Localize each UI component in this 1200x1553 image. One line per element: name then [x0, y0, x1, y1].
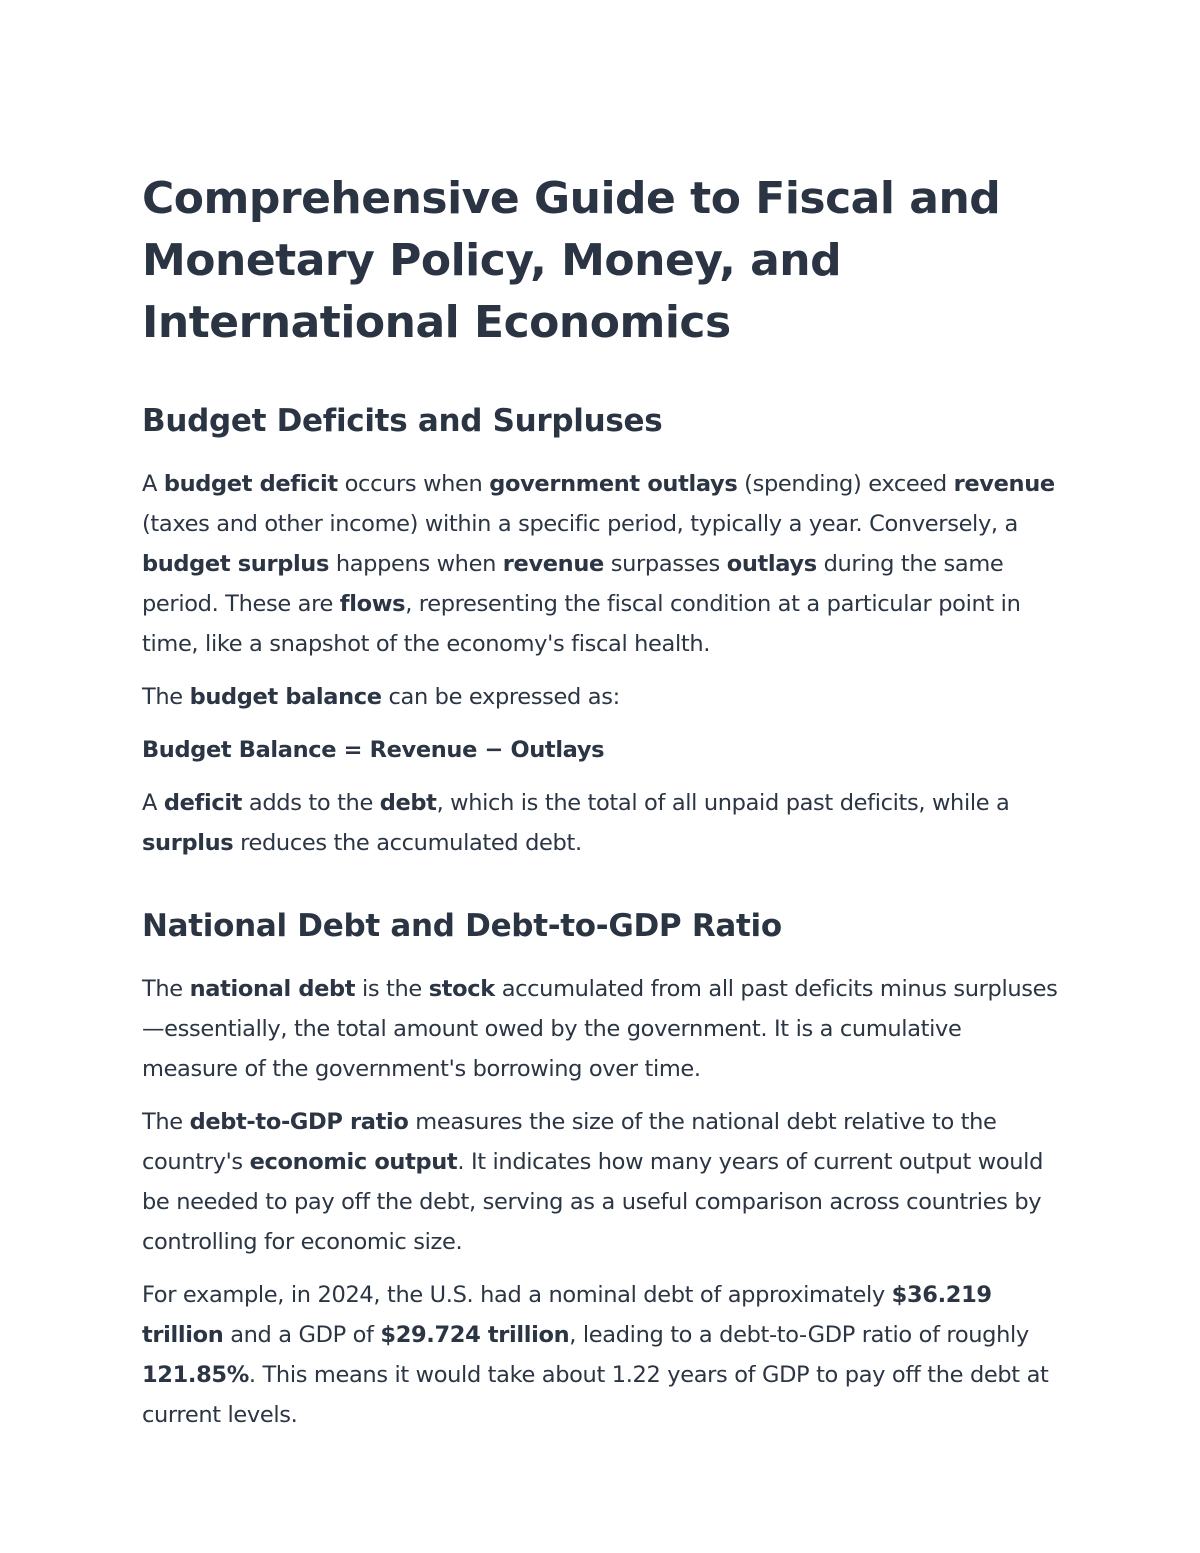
paragraph-budget-balance: The budget balance can be expressed as: [142, 684, 620, 710]
document [142, 168, 1062, 1435]
paragraph-debt-to-gdp: The debt-to-GDP ratio measures the size of the national debt relative to the country's economic output. It indicates how many years of current output would be needed to pay off the debt, serving as a useful comparison across countries by controlling for economic size. [142, 1109, 1044, 1255]
formula-budget-balance: Budget Balance = Revenue − Outlays [142, 737, 605, 763]
paragraph-budget-deficit: A budget deficit occurs when government outlays (spending) exceed revenue (taxes and other income) within a specific period, typically a year. Conversely, a budget surplus happens when revenue surpasses outlays during the same period. These are flows, representing the fiscal condition at a particular point in time, like a snapshot of the economy's fiscal health. [142, 471, 1055, 657]
section-heading-national-debt: National Debt and Debt-to-GDP Ratio [142, 908, 782, 944]
page-title: Comprehensive Guide to Fiscal and Monetary Policy, Money, and International Economics [142, 173, 1001, 348]
section-heading-budget: Budget Deficits and Surpluses [142, 403, 663, 439]
paragraph-national-debt: The national debt is the stock accumulated from all past deficits minus surpluses—essentially, the total amount owed by the government. It is a cumulative measure of the government's borrowing over time. [142, 976, 1058, 1082]
paragraph-us-example: For example, in 2024, the U.S. had a nominal debt of approximately $36.219 trillion and a GDP of $29.724 trillion, leading to a debt-to-GDP ratio of roughly 121.85%. This means it would take about 1.22 years of GDP to pay off the debt at current levels. [142, 1282, 1049, 1428]
paragraph-deficit-debt: A deficit adds to the debt, which is the total of all unpaid past deficits, while a surplus reduces the accumulated debt. [142, 790, 1010, 856]
